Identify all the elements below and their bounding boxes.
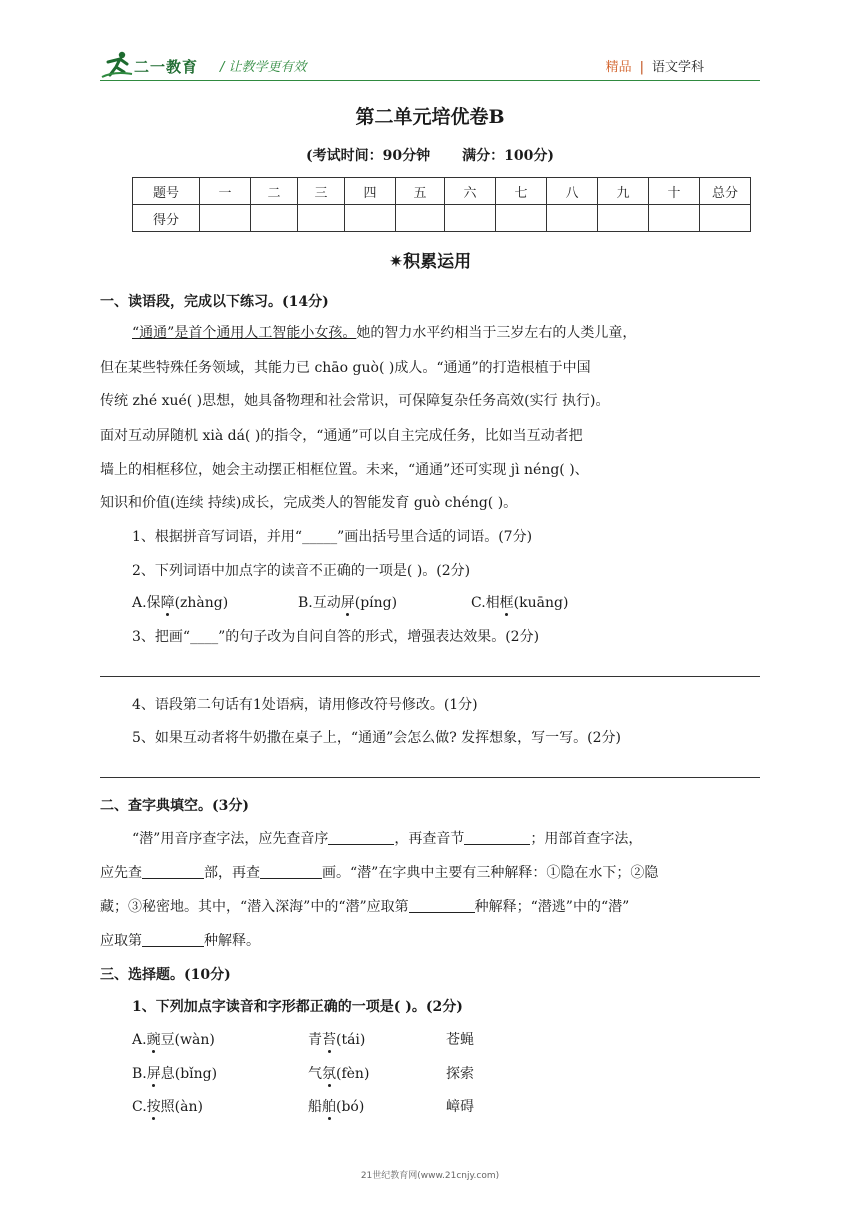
- score-cell[interactable]: [200, 205, 251, 232]
- underlined-sentence: “通通”是首个通用人工智能小女孩。: [132, 325, 357, 341]
- q1-para-line: 传统 zhé xué( )思想，她具备物理和社会常识，可保障复杂任务高效(实行 执行)。: [100, 393, 610, 409]
- q2-line: [100, 897, 760, 917]
- exam-time: (考试时间：90分钟: [306, 148, 431, 164]
- fill-blank[interactable]: [328, 830, 394, 845]
- page-title: 第二单元培优卷B: [355, 106, 505, 128]
- q2-line: [100, 863, 760, 883]
- fill-blank[interactable]: [142, 932, 204, 947]
- option-text: C.相: [471, 595, 500, 611]
- option-text: 船: [308, 1099, 322, 1115]
- score-cell[interactable]: [251, 205, 298, 232]
- q2-text: 应先查: [100, 865, 142, 881]
- fill-blank[interactable]: [260, 864, 322, 879]
- q1-para-line: 知识和价值(连续 持续)成长，完成类人的智能发育 guò chéng( )。: [100, 495, 518, 511]
- q2-heading: 二、查字典填空。(3分): [100, 798, 249, 814]
- score-table: [132, 177, 751, 232]
- option-text: A.保: [132, 595, 161, 611]
- logo: [100, 50, 220, 80]
- option-text: 照(àn): [160, 1099, 203, 1115]
- q1-para-line: 但在某些特殊任务领域，其能力已 chāo guò( )成人。“通通”的打造根植于中国: [100, 360, 591, 376]
- score-cell[interactable]: [396, 205, 445, 232]
- header-divider: [100, 80, 760, 81]
- score-cell[interactable]: [298, 205, 345, 232]
- q2-text: 藏；③秘密地。其中，“潜入深海”中的“潜”应取第: [100, 899, 409, 915]
- logo-text: 二一教育: [134, 58, 199, 76]
- q1-sub5: 5、如果互动者将牛奶撒在桌子上，“通通”会怎么做? 发挥想象，写一写。(2分): [132, 730, 622, 746]
- runner-logo-icon: [100, 50, 134, 80]
- score-cell[interactable]: [345, 205, 396, 232]
- table-cell: 得分: [133, 205, 200, 232]
- q1-sub2: 2、下列词语中加点字的读音不正确的一项是( )。(2分): [132, 563, 471, 579]
- exam-info: [0, 145, 860, 165]
- option-text: 豆(wàn): [160, 1032, 215, 1048]
- fill-blank[interactable]: [464, 830, 530, 845]
- q2-text: 部，再查: [204, 865, 260, 881]
- score-cell[interactable]: [496, 205, 547, 232]
- table-cell: 题号: [133, 178, 200, 205]
- q2-text: 应取第: [100, 933, 142, 949]
- dotted-char: 按: [146, 1099, 161, 1115]
- table-cell: 三: [298, 178, 345, 205]
- dotted-char: 屏: [340, 595, 355, 611]
- q2-line: [132, 829, 792, 849]
- option-text: 息(bǐng): [160, 1066, 218, 1082]
- q3-sub1: 1、下列加点字读音和字形都正确的一项是( )。(2分): [132, 999, 463, 1015]
- dotted-char: 障: [160, 595, 175, 611]
- option-text: (fèn): [336, 1066, 370, 1082]
- dotted-char: 苔: [322, 1032, 336, 1048]
- score-cell[interactable]: [649, 205, 700, 232]
- q1-sub4: 4、语段第二句话有1处语病，请用修改符号修改。(1分): [132, 697, 478, 713]
- tag-separator: |: [639, 60, 644, 75]
- option-text: C.: [132, 1099, 147, 1115]
- fill-blank[interactable]: [142, 864, 204, 879]
- option-a[interactable]: [132, 593, 228, 613]
- option-text: 嶂碍: [446, 1099, 474, 1115]
- score-cell[interactable]: [445, 205, 496, 232]
- option-text: 苍蝇: [446, 1032, 474, 1048]
- q2-text: 画。“潜”在字典中主要有三种解释：①隐在水下；②隐: [322, 865, 659, 881]
- table-row: [133, 205, 751, 232]
- option-pinyin: (kuāng): [513, 595, 569, 611]
- score-cell[interactable]: [700, 205, 751, 232]
- q2-text: 种解释；“潜逃”中的“潜”: [474, 899, 630, 915]
- table-cell: 总分: [700, 178, 751, 205]
- dotted-char: 框: [499, 595, 514, 611]
- option-pinyin: (zhàng): [174, 595, 229, 611]
- fill-blank[interactable]: [409, 898, 475, 913]
- option-text: 探索: [446, 1066, 474, 1082]
- slogan: / 让教学更有效: [220, 60, 307, 75]
- dotted-char: 屏: [146, 1066, 161, 1082]
- table-row: [133, 178, 751, 205]
- option-c[interactable]: [471, 593, 568, 613]
- table-cell: 六: [445, 178, 496, 205]
- option-text: (tái): [336, 1032, 366, 1048]
- score-cell[interactable]: [547, 205, 598, 232]
- q1-sub3: 3、把画“____”的句子改为自问自答的形式，增强表达效果。(2分): [132, 629, 540, 645]
- option-b[interactable]: [298, 593, 397, 613]
- q2-text: “潜”用音序查字法，应先查音序: [132, 831, 329, 847]
- option-text: (bó): [336, 1099, 365, 1115]
- q1-para-line: 墙上的相框移位，她会主动摆正相框位置。未来，“通通”还可实现 jì néng( )、: [100, 462, 589, 478]
- option-text: 青: [308, 1032, 322, 1048]
- answer-line[interactable]: [100, 676, 760, 677]
- table-cell: 四: [345, 178, 396, 205]
- q2-text: ，再查音节: [394, 831, 465, 847]
- q1-para-line: 面对互动屏随机 xià dá( )的指令，“通通”可以自主完成任务，比如当互动者把: [100, 428, 583, 444]
- table-cell: 七: [496, 178, 547, 205]
- table-cell: 十: [649, 178, 700, 205]
- q1-para-line: [132, 323, 792, 343]
- q1-heading: 一、读语段，完成以下练习。(14分): [100, 294, 329, 310]
- option-text: B.互动: [298, 595, 341, 611]
- q2-text: 种解释。: [204, 933, 260, 949]
- q2-line: [100, 931, 760, 951]
- dotted-char: 氛: [322, 1066, 336, 1082]
- table-cell: 二: [251, 178, 298, 205]
- score-cell[interactable]: [598, 205, 649, 232]
- table-cell: 九: [598, 178, 649, 205]
- exam-total-score: 满分：100分): [462, 148, 554, 164]
- tag-highlight: 精品: [605, 60, 632, 75]
- section-banner: ✷积累运用: [388, 252, 472, 272]
- dotted-char: 舶: [322, 1099, 336, 1115]
- q1-para-text: 她的智力水平约相当于三岁左右的人类儿童，: [356, 325, 637, 341]
- table-cell: 八: [547, 178, 598, 205]
- option-pinyin: (píng): [354, 595, 398, 611]
- q2-text: ；用部首查字法，: [530, 831, 643, 847]
- table-cell: 一: [200, 178, 251, 205]
- answer-line[interactable]: [100, 777, 760, 778]
- subject-tag: [606, 56, 704, 75]
- q1-sub1: 1、根据拼音写词语，并用“_____”画出括号里合适的词语。(7分): [132, 529, 533, 545]
- page-footer: 21世纪教育网(www.21cnjy.com): [360, 1171, 500, 1181]
- table-cell: 五: [396, 178, 445, 205]
- tag-subject: 语文学科: [651, 60, 704, 75]
- option-text: 气: [308, 1066, 322, 1082]
- option-text: B.: [132, 1066, 147, 1082]
- q3-heading: 三、选择题。(10分): [100, 967, 231, 983]
- option-text: A.: [132, 1032, 147, 1048]
- dotted-char: 豌: [146, 1032, 161, 1048]
